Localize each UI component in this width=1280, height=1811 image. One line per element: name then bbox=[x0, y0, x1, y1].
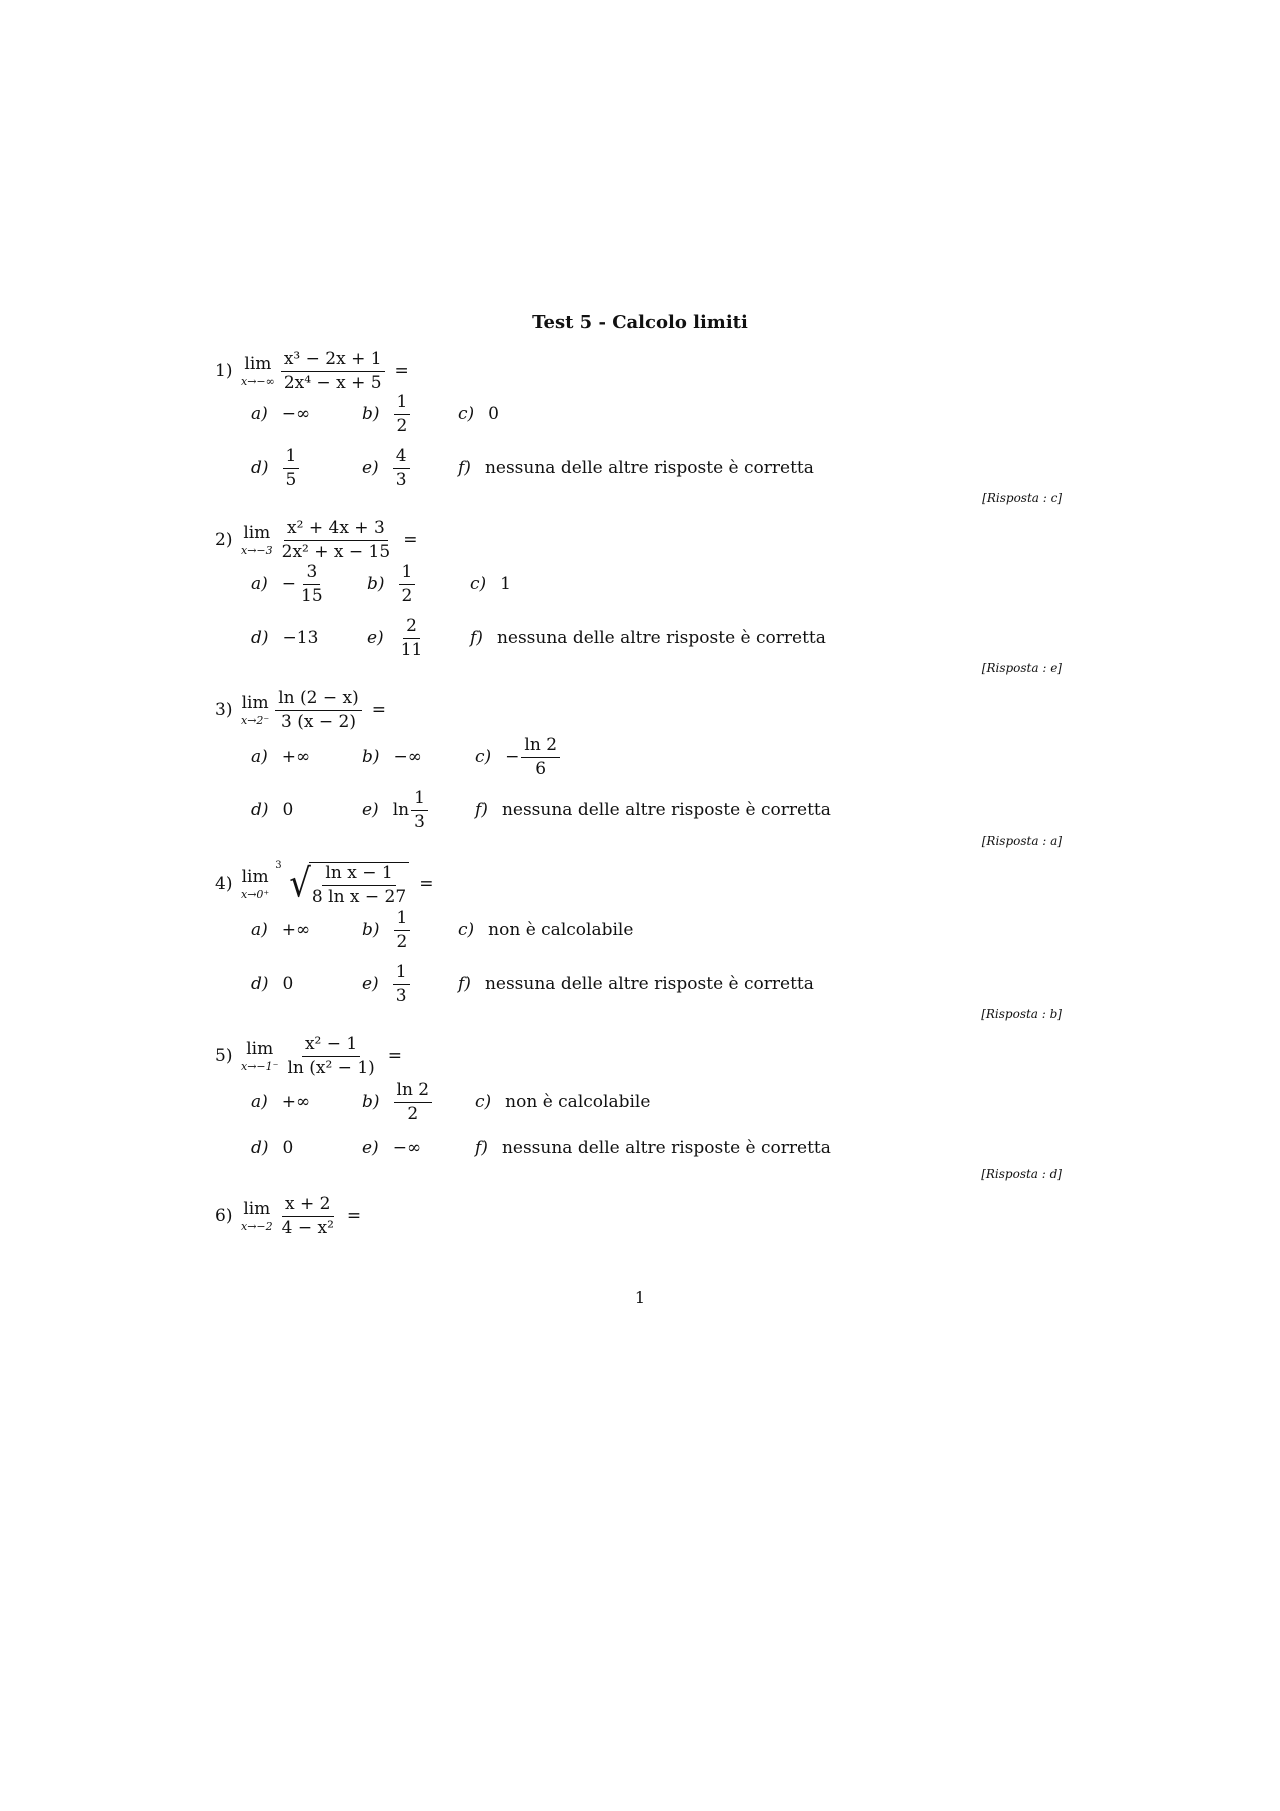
radical-sign-icon: √ bbox=[289, 861, 311, 907]
option-e: e) ln $\frac{1}{3}$ bbox=[362, 790, 428, 830]
option-a: a) +∞ bbox=[251, 747, 311, 767]
option-a: a) +∞ bbox=[251, 1092, 311, 1112]
answer-key: [Risposta : b] bbox=[981, 1007, 1062, 1021]
limit-operator: lim x→−∞ bbox=[241, 353, 275, 388]
option-b: b) −∞ bbox=[362, 747, 422, 767]
limit-subscript: x→2⁻ bbox=[241, 713, 270, 727]
problem-number: 5) bbox=[215, 1046, 233, 1066]
numerator: x³ − 2x + 1 bbox=[281, 350, 385, 372]
option-c: c) − $\frac{\ln 2}{6}$ bbox=[475, 737, 560, 777]
option-f: f) nessuna delle altre risposte è corretta bbox=[458, 458, 814, 478]
limit-subscript: x→−∞ bbox=[241, 374, 275, 388]
option-e: e) −∞ bbox=[362, 1138, 422, 1158]
equals-sign: = bbox=[403, 530, 418, 550]
problem-3 bbox=[215, 688, 386, 732]
option-b: b) $\frac{1}{2}$ bbox=[367, 564, 415, 604]
option-f: f) nessuna delle altre risposte è corretta bbox=[458, 974, 814, 994]
page-title: Test 5 - Calcolo limiti bbox=[532, 312, 748, 333]
numerator: x + 2 bbox=[282, 1195, 333, 1217]
limit-subscript: x→−1⁻ bbox=[241, 1059, 279, 1073]
option-a: a) +∞ bbox=[251, 920, 311, 940]
option-b: b) $\frac{1}{2}$ bbox=[362, 910, 410, 950]
numerator: x² − 1 bbox=[302, 1035, 360, 1057]
option-d: d) 0 bbox=[251, 1138, 294, 1158]
limit-operator: lim x→−1⁻ bbox=[241, 1038, 279, 1073]
problem-6 bbox=[215, 1194, 361, 1238]
option-a: a) − $\frac{3}{15}$ bbox=[251, 561, 323, 606]
problem-1 bbox=[215, 349, 409, 393]
problem-2 bbox=[215, 518, 417, 562]
option-e: e) $\frac{1}{3}$ bbox=[362, 964, 410, 1004]
page-number: 1 bbox=[634, 1288, 646, 1307]
denominator: 4 − x² bbox=[281, 1217, 334, 1238]
limit-operator: lim x→0⁺ bbox=[241, 866, 270, 901]
limit-subscript: x→−3 bbox=[241, 543, 273, 557]
cube-root bbox=[275, 859, 409, 907]
limit-subscript: x→0⁺ bbox=[241, 887, 270, 901]
option-f: f) nessuna delle altre risposte è corretta bbox=[475, 1138, 831, 1158]
answer-key: [Risposta : a] bbox=[981, 834, 1062, 848]
equals-sign: = bbox=[387, 1046, 403, 1066]
limit-expression bbox=[309, 864, 409, 906]
option-b: b) $\frac{1}{2}$ bbox=[362, 394, 410, 434]
limit-operator: lim x→−2 bbox=[241, 1198, 273, 1233]
denominator: ln (x² − 1) bbox=[287, 1057, 375, 1078]
limit-expression bbox=[275, 689, 362, 731]
answer-key: [Risposta : c] bbox=[982, 491, 1062, 505]
option-e: e) $\frac{4}{3}$ bbox=[362, 448, 410, 488]
problem-5 bbox=[215, 1034, 402, 1078]
answer-key: [Risposta : e] bbox=[981, 661, 1062, 675]
option-f: f) nessuna delle altre risposte è corretta bbox=[470, 628, 826, 648]
option-d: d) $\frac{1}{5}$ bbox=[251, 448, 299, 488]
problem-4 bbox=[215, 859, 434, 907]
equals-sign: = bbox=[346, 1206, 362, 1226]
answer-key: [Risposta : d] bbox=[981, 1167, 1062, 1181]
numerator: ln (2 − x) bbox=[275, 689, 362, 711]
option-c: c) 1 bbox=[470, 574, 511, 594]
limit-expression bbox=[279, 1195, 337, 1237]
problem-number: 3) bbox=[215, 700, 233, 720]
numerator: ln x − 1 bbox=[322, 864, 395, 886]
problem-number: 4) bbox=[215, 874, 233, 894]
option-c: c) non è calcolabile bbox=[475, 1092, 651, 1112]
limit-expression bbox=[279, 519, 394, 561]
root-index: 3 bbox=[275, 859, 282, 871]
equals-sign: = bbox=[371, 700, 386, 720]
limit-operator: lim x→2⁻ bbox=[241, 692, 270, 727]
option-d: d) 0 bbox=[251, 800, 294, 820]
option-e: e) $\frac{2}{11}$ bbox=[367, 615, 423, 660]
option-d: d) 0 bbox=[251, 974, 294, 994]
option-c: c) 0 bbox=[458, 404, 499, 424]
problem-number: 6) bbox=[215, 1206, 233, 1226]
option-c: c) non è calcolabile bbox=[458, 920, 634, 940]
option-f: f) nessuna delle altre risposte è corretta bbox=[475, 800, 831, 820]
limit-expression bbox=[281, 350, 385, 392]
numerator: x² + 4x + 3 bbox=[284, 519, 388, 541]
limit-expression bbox=[284, 1035, 377, 1077]
equals-sign: = bbox=[394, 361, 409, 381]
option-b: b) $\frac{\ln 2}{2}$ bbox=[362, 1082, 432, 1122]
denominator: 2x² + x − 15 bbox=[281, 541, 391, 562]
problem-number: 2) bbox=[215, 530, 233, 550]
problem-number: 1) bbox=[215, 361, 233, 381]
option-d: d) −13 bbox=[251, 628, 319, 648]
limit-subscript: x→−2 bbox=[241, 1219, 273, 1233]
equals-sign: = bbox=[419, 874, 434, 894]
denominator: 3 (x − 2) bbox=[281, 711, 356, 732]
denominator: 8 ln x − 27 bbox=[311, 886, 407, 907]
denominator: 2x⁴ − x + 5 bbox=[283, 372, 382, 393]
option-a: a) −∞ bbox=[251, 404, 311, 424]
limit-operator: lim x→−3 bbox=[241, 522, 273, 557]
